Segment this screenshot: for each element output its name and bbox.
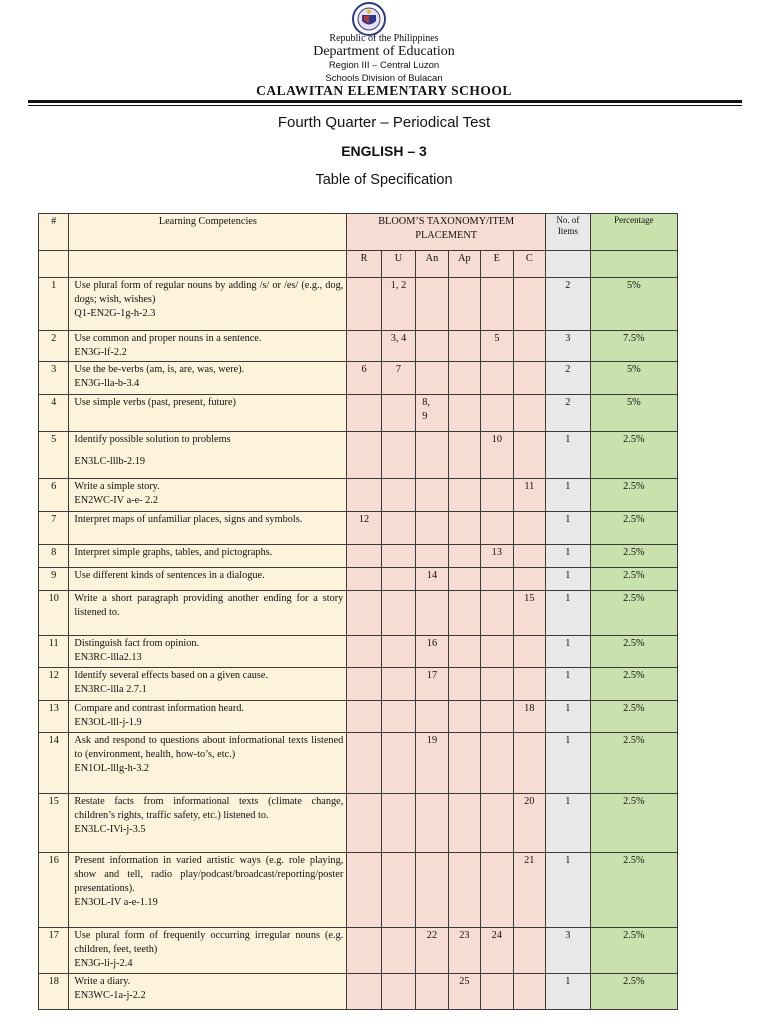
item-placement-ap <box>448 395 480 432</box>
competency-cell <box>69 512 347 545</box>
item-placement-r <box>347 568 381 591</box>
item-placement-c <box>513 512 546 545</box>
items-count: 1 <box>546 568 591 591</box>
competency-cell <box>69 733 347 794</box>
competency-cell <box>69 278 347 331</box>
item-placement-u <box>381 568 415 591</box>
item-placement-u <box>381 545 415 568</box>
item-placement-u <box>381 668 415 701</box>
header-divider-thick <box>28 100 742 103</box>
item-placement-an: 14 <box>416 568 448 591</box>
table-row <box>39 395 678 432</box>
items-count: 2 <box>546 278 591 331</box>
item-placement-an <box>416 974 448 1010</box>
percentage-value: 5% <box>590 395 677 432</box>
item-placement-r <box>347 432 381 479</box>
item-placement-r <box>347 545 381 568</box>
item-placement-u <box>381 928 415 974</box>
item-placement-c: 21 <box>513 853 546 928</box>
item-placement-c <box>513 974 546 1010</box>
competency-cell <box>69 853 347 928</box>
competency-text: Write a simple story. <box>74 481 160 492</box>
item-placement-e: 5 <box>481 331 513 362</box>
row-number: 13 <box>39 701 69 733</box>
competency-text: Identify several effects based on a given cause. <box>74 670 269 681</box>
item-placement-ap <box>448 733 480 794</box>
percentage-value: 2.5% <box>590 668 677 701</box>
item-placement-ap <box>448 545 480 568</box>
header-school-name: CALAWITAN ELEMENTARY SCHOOL <box>256 83 512 98</box>
item-placement-an <box>416 331 448 362</box>
item-placement-r: 12 <box>347 512 381 545</box>
header-divider-thin <box>28 105 742 106</box>
row-number: 18 <box>39 974 69 1010</box>
item-placement-an: 22 <box>416 928 448 974</box>
table-row <box>39 512 678 545</box>
item-placement-ap <box>448 591 480 636</box>
item-placement-ap <box>448 794 480 853</box>
percentage-value: 7.5% <box>590 331 677 362</box>
items-count: 3 <box>546 331 591 362</box>
item-placement-e <box>481 278 513 331</box>
items-count: 1 <box>546 794 591 853</box>
table-row <box>39 591 678 636</box>
items-count: 1 <box>546 733 591 794</box>
item-placement-an <box>416 278 448 331</box>
table-row <box>39 928 678 974</box>
items-count: 1 <box>546 545 591 568</box>
competency-code: EN2WC-IV a-e- 2.2 <box>74 495 159 506</box>
level-u: U <box>381 251 415 278</box>
items-count: 1 <box>546 512 591 545</box>
header-region: Region III – Central Luzon <box>328 60 440 71</box>
competency-text: Write a short paragraph providing another ending for a story listened to. <box>74 593 344 618</box>
item-placement-an <box>416 432 448 479</box>
item-placement-ap <box>448 278 480 331</box>
items-count: 1 <box>546 591 591 636</box>
item-placement-u: 3, 4 <box>381 331 415 362</box>
percentage-value: 2.5% <box>590 512 677 545</box>
item-placement-ap <box>448 432 480 479</box>
item-placement-an <box>416 853 448 928</box>
competency-text: Use common and proper nouns in a sentence. <box>74 333 262 344</box>
percentage-value: 2.5% <box>590 568 677 591</box>
item-placement-ap: 23 <box>448 928 480 974</box>
item-placement-ap <box>448 512 480 545</box>
item-placement-u <box>381 432 415 479</box>
competency-cell <box>69 591 347 636</box>
item-placement-u <box>381 512 415 545</box>
item-placement-r <box>347 794 381 853</box>
competency-cell <box>69 974 347 1010</box>
competency-text: Present information in varied artistic ways (e.g. role playing, show and tell, radio play/podcast/broadcast/reporting/poster presentations). <box>74 855 344 894</box>
row-number: 8 <box>39 545 69 568</box>
levels-comp-blank <box>69 251 347 278</box>
item-placement-e <box>481 568 513 591</box>
competency-cell <box>69 928 347 974</box>
item-placement-r: 6 <box>347 362 381 395</box>
competency-text: Interpret simple graphs, tables, and pictographs. <box>74 547 273 558</box>
header-blooms: BLOOM’S TAXONOMY/ITEM PLACEMENT <box>347 214 546 251</box>
header-num: # <box>39 214 69 251</box>
item-placement-c <box>513 278 546 331</box>
item-placement-e <box>481 636 513 668</box>
item-placement-ap <box>448 668 480 701</box>
level-r: R <box>347 251 381 278</box>
deped-seal-icon <box>351 2 387 36</box>
item-placement-r <box>347 395 381 432</box>
table-row <box>39 636 678 668</box>
document-title: Table of Specification <box>315 172 453 188</box>
item-placement-r <box>347 974 381 1010</box>
item-placement-r <box>347 636 381 668</box>
level-ap: Ap <box>448 251 480 278</box>
competency-code: EN3OL-lll-j-1.9 <box>74 717 142 728</box>
item-placement-c <box>513 928 546 974</box>
item-placement-r <box>347 668 381 701</box>
header-department: Department of Education <box>313 44 455 59</box>
item-placement-an <box>416 362 448 395</box>
item-placement-ap <box>448 853 480 928</box>
header-percentage: Percentage <box>590 214 677 251</box>
competency-text: Use the be-verbs (am, is, are, was, were). <box>74 364 245 375</box>
competency-code: EN3G-li-j-2.4 <box>74 958 133 969</box>
item-placement-u <box>381 794 415 853</box>
competency-text: Identify possible solution to problems <box>74 434 231 445</box>
competency-code: EN3WC-1a-j-2.2 <box>74 990 146 1001</box>
competency-text: Write a diary. <box>74 976 131 987</box>
item-placement-e <box>481 701 513 733</box>
item-placement-e: 24 <box>481 928 513 974</box>
row-number: 7 <box>39 512 69 545</box>
table-row <box>39 278 678 331</box>
table-row <box>39 853 678 928</box>
percentage-value: 2.5% <box>590 794 677 853</box>
items-count: 1 <box>546 636 591 668</box>
item-placement-u <box>381 395 415 432</box>
item-placement-an: 19 <box>416 733 448 794</box>
row-number: 4 <box>39 395 69 432</box>
item-placement-e: 13 <box>481 545 513 568</box>
table-row <box>39 545 678 568</box>
item-placement-e <box>481 512 513 545</box>
item-placement-e <box>481 794 513 853</box>
row-number: 5 <box>39 432 69 479</box>
item-placement-e <box>481 362 513 395</box>
levels-pct-blank <box>590 251 677 278</box>
item-placement-e <box>481 668 513 701</box>
percentage-value: 2.5% <box>590 733 677 794</box>
item-placement-c: 20 <box>513 794 546 853</box>
competency-text: Compare and contrast information heard. <box>74 703 244 714</box>
item-placement-e <box>481 479 513 512</box>
item-placement-an <box>416 591 448 636</box>
item-placement-c <box>513 668 546 701</box>
item-placement-an <box>416 479 448 512</box>
row-number: 9 <box>39 568 69 591</box>
item-placement-u <box>381 479 415 512</box>
competency-cell <box>69 668 347 701</box>
item-placement-u <box>381 974 415 1010</box>
percentage-value: 2.5% <box>590 432 677 479</box>
levels-num-blank <box>39 251 69 278</box>
row-number: 14 <box>39 733 69 794</box>
item-placement-r <box>347 278 381 331</box>
items-count: 3 <box>546 928 591 974</box>
item-placement-c: 15 <box>513 591 546 636</box>
competency-text: Use plural form of regular nouns by adding /s/ or /es/ (e.g., dog, dogs; wish, wishes) <box>74 280 344 305</box>
table-row <box>39 974 678 1010</box>
items-count: 1 <box>546 974 591 1010</box>
table-row <box>39 701 678 733</box>
competency-text: Ask and respond to questions about informational texts listened to (environment, health, how-to’s, etc.) <box>74 735 344 760</box>
row-number: 1 <box>39 278 69 331</box>
table-row <box>39 668 678 701</box>
item-placement-an <box>416 545 448 568</box>
item-placement-c <box>513 395 546 432</box>
percentage-value: 5% <box>590 278 677 331</box>
row-number: 11 <box>39 636 69 668</box>
item-placement-ap <box>448 568 480 591</box>
table-row <box>39 479 678 512</box>
percentage-value: 5% <box>590 362 677 395</box>
header-items: No. of Items <box>546 214 591 251</box>
item-placement-r <box>347 928 381 974</box>
table-row <box>39 794 678 853</box>
specification-table <box>38 213 678 1010</box>
competency-code: EN3G-lla-b-3.4 <box>74 378 140 389</box>
level-an: An <box>416 251 448 278</box>
header-row <box>39 214 678 251</box>
competency-code: EN3OL-IV a-e-1.19 <box>74 897 158 908</box>
competency-cell <box>69 636 347 668</box>
item-placement-u <box>381 701 415 733</box>
competency-code: EN3RC-llla 2.7.1 <box>74 684 147 695</box>
competency-code: EN3LC-IVi-j-3.5 <box>74 824 146 835</box>
item-placement-c: 18 <box>513 701 546 733</box>
item-placement-ap: 25 <box>448 974 480 1010</box>
competency-cell <box>69 794 347 853</box>
row-number: 10 <box>39 591 69 636</box>
row-number: 15 <box>39 794 69 853</box>
item-placement-an <box>416 512 448 545</box>
item-placement-u <box>381 733 415 794</box>
competency-cell <box>69 545 347 568</box>
percentage-value: 2.5% <box>590 545 677 568</box>
competency-code: Q1-EN2G-1g-h-2.3 <box>74 308 156 319</box>
competency-text: Use different kinds of sentences in a dialogue. <box>74 570 265 581</box>
competency-text: Distinguish fact from opinion. <box>74 638 200 649</box>
item-placement-c <box>513 362 546 395</box>
competency-text: Use plural form of frequently occurring irregular nouns (e.g. children, feet, teeth) <box>74 930 344 955</box>
row-number: 12 <box>39 668 69 701</box>
levels-items-blank <box>546 251 591 278</box>
item-placement-c <box>513 733 546 794</box>
percentage-value: 2.5% <box>590 853 677 928</box>
item-placement-an: 16 <box>416 636 448 668</box>
table-row <box>39 331 678 362</box>
row-number: 3 <box>39 362 69 395</box>
items-count: 1 <box>546 853 591 928</box>
item-placement-u: 7 <box>381 362 415 395</box>
item-placement-an: 17 <box>416 668 448 701</box>
competency-text: Restate facts from informational texts (climate change, children’s rights, traffic safety, etc.) listened to. <box>74 796 344 821</box>
item-placement-e: 10 <box>481 432 513 479</box>
item-placement-c <box>513 331 546 362</box>
item-placement-r <box>347 591 381 636</box>
item-placement-r <box>347 331 381 362</box>
levels-row <box>39 251 678 278</box>
level-e: E <box>481 251 513 278</box>
item-placement-u <box>381 636 415 668</box>
header-division: Schools Division of Bulacan <box>325 73 443 84</box>
item-placement-c: 11 <box>513 479 546 512</box>
competency-text: Interpret maps of unfamiliar places, signs and symbols. <box>74 514 303 525</box>
item-placement-c <box>513 568 546 591</box>
competency-text: Use simple verbs (past, present, future) <box>74 397 236 408</box>
item-placement-c <box>513 636 546 668</box>
row-number: 2 <box>39 331 69 362</box>
items-count: 2 <box>546 362 591 395</box>
competency-cell <box>69 362 347 395</box>
item-placement-e <box>481 395 513 432</box>
item-placement-ap <box>448 331 480 362</box>
competency-cell <box>69 331 347 362</box>
competency-cell <box>69 432 347 479</box>
items-count: 2 <box>546 395 591 432</box>
items-count: 1 <box>546 668 591 701</box>
item-placement-u: 1, 2 <box>381 278 415 331</box>
items-count: 1 <box>546 701 591 733</box>
level-c: C <box>513 251 546 278</box>
items-count: 1 <box>546 479 591 512</box>
item-placement-c <box>513 432 546 479</box>
header-competencies: Learning Competencies <box>69 214 347 251</box>
row-number: 6 <box>39 479 69 512</box>
item-placement-u <box>381 853 415 928</box>
percentage-value: 2.5% <box>590 479 677 512</box>
percentage-value: 2.5% <box>590 928 677 974</box>
competency-cell <box>69 479 347 512</box>
row-number: 16 <box>39 853 69 928</box>
table-row <box>39 568 678 591</box>
subject-title: ENGLISH – 3 <box>341 143 427 159</box>
competency-cell <box>69 568 347 591</box>
table-row <box>39 362 678 395</box>
item-placement-c <box>513 545 546 568</box>
percentage-value: 2.5% <box>590 591 677 636</box>
row-number: 17 <box>39 928 69 974</box>
item-placement-ap <box>448 479 480 512</box>
table-row <box>39 733 678 794</box>
item-placement-r <box>347 733 381 794</box>
item-placement-e <box>481 974 513 1010</box>
items-count: 1 <box>546 432 591 479</box>
item-placement-an <box>416 701 448 733</box>
item-placement-ap <box>448 701 480 733</box>
test-quarter-title: Fourth Quarter – Periodical Test <box>277 114 491 131</box>
item-placement-r <box>347 479 381 512</box>
competency-cell <box>69 395 347 432</box>
item-placement-r <box>347 701 381 733</box>
header-republic: Republic of the Philippines <box>329 33 439 44</box>
competency-cell <box>69 701 347 733</box>
item-placement-e <box>481 733 513 794</box>
percentage-value: 2.5% <box>590 636 677 668</box>
table-row <box>39 432 678 479</box>
item-placement-e <box>481 853 513 928</box>
competency-code: EN3LC-lllb-2.19 <box>74 456 146 467</box>
competency-code: EN3G-lf-2.2 <box>74 347 127 358</box>
percentage-value: 2.5% <box>590 974 677 1010</box>
competency-code: EN1OL-lllg-h-3.2 <box>74 763 150 774</box>
item-placement-u <box>381 591 415 636</box>
percentage-value: 2.5% <box>590 701 677 733</box>
item-placement-r <box>347 853 381 928</box>
item-placement-ap <box>448 362 480 395</box>
item-placement-ap <box>448 636 480 668</box>
item-placement-an: 8, 9 <box>416 395 448 432</box>
item-placement-e <box>481 591 513 636</box>
item-placement-an <box>416 794 448 853</box>
competency-code: EN3RC-llla2.13 <box>74 652 142 663</box>
